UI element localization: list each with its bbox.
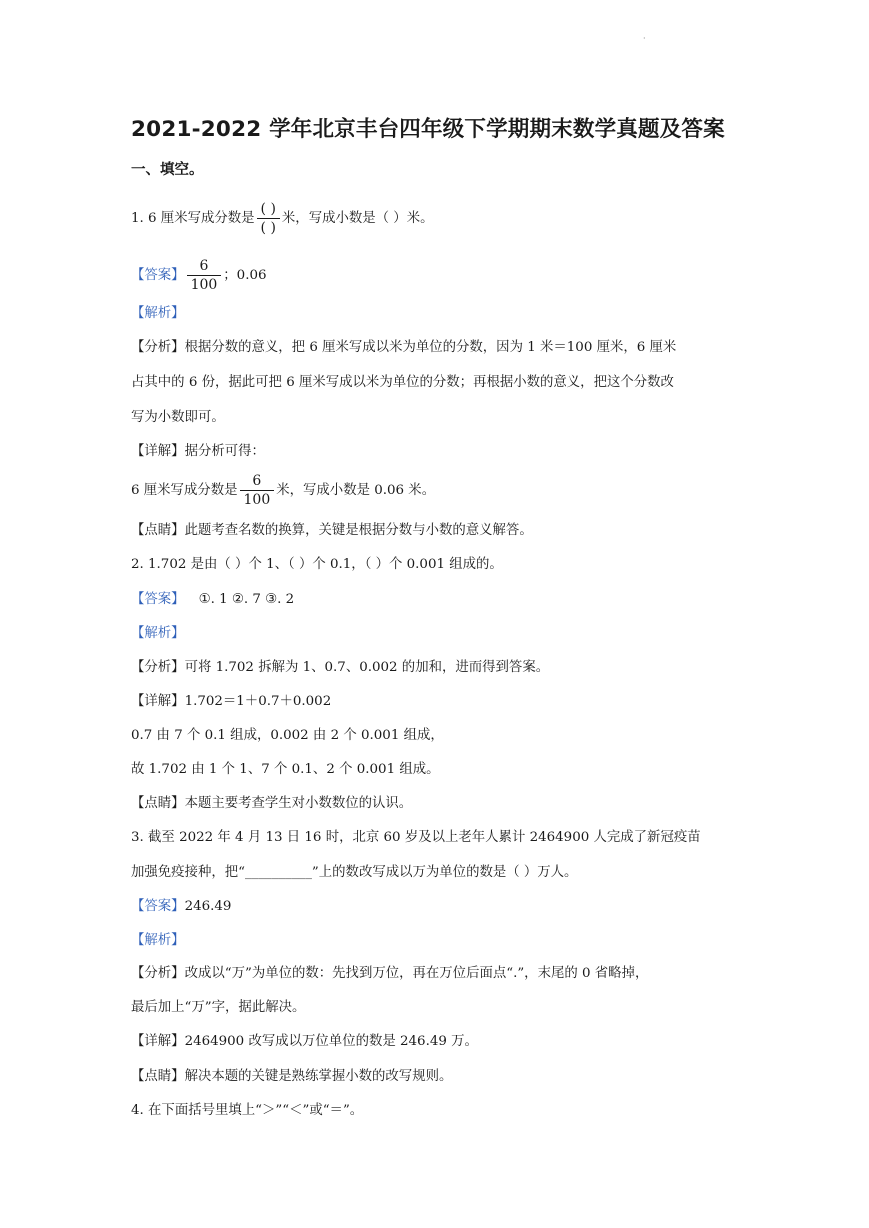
q1-analysis-text-1: 根据分数的意义，把 6 厘米写成以米为单位的分数，因为 1 米＝100 厘米，6 厘米 <box>184 340 677 355</box>
dianjing-tag: 【点睛】 <box>131 1069 185 1084</box>
question-3-line-1: 3. 截至 2022 年 4 月 13 日 16 时，北京 60 岁及以上老年人累计 2464900 人完成了新冠疫苗 <box>131 830 701 845</box>
q2-detail <box>131 692 331 712</box>
q1-frac-numerator: ( ) <box>257 200 280 219</box>
question-4: 4. 在下面括号里填上“＞”“＜”或“＝”。 <box>131 1103 364 1118</box>
q1-analysis-line-2: 占其中的 6 份，据此可把 6 厘米写成以米为单位的分数；再根据小数的意义，把这个分数改 <box>131 375 674 390</box>
page-title: 2021-2022 学年北京丰台四年级下学期期末数学真题及答案 <box>131 117 725 142</box>
q2-detail-text: 1.702＝1＋0.7＋0.002 <box>184 694 332 709</box>
a3-text: 246.49 <box>184 899 232 914</box>
fenxi-tag: 【分析】 <box>131 340 185 355</box>
q1-post: 米，写成小数是（ ）米。 <box>281 211 434 226</box>
xiangjie-tag: 【详解】 <box>131 444 185 459</box>
q1-analysis-line-3: 写为小数即可。 <box>131 410 225 425</box>
dianjing-tag: 【点睛】 <box>131 796 185 811</box>
jiexi-tag-3: 【解析】 <box>131 933 185 948</box>
answer-2 <box>131 590 294 610</box>
q3-point <box>131 1067 452 1087</box>
q2-point-text: 本题主要考查学生对小数数位的认识。 <box>184 796 413 811</box>
section-heading: 一、填空。 <box>131 162 204 178</box>
xiangjie-tag: 【详解】 <box>131 1034 185 1049</box>
q1-fraction-blank <box>257 200 280 237</box>
question-1 <box>131 200 433 237</box>
q1-detail <box>131 442 265 462</box>
fenxi-tag: 【分析】 <box>131 660 185 675</box>
answer-1 <box>131 257 267 294</box>
jiexi-tag-2: 【解析】 <box>131 626 185 641</box>
q1-detail2-numerator: 6 <box>240 472 275 491</box>
q1-detail-text: 据分析可得： <box>184 444 265 459</box>
q2-point <box>131 794 412 814</box>
answer-tag: 【答案】 <box>131 592 185 607</box>
q1-frac-denominator: ( ) <box>260 220 276 236</box>
q1-pre: 1. 6 厘米写成分数是 <box>131 211 255 226</box>
q1-detail-2 <box>131 472 435 509</box>
q3-analysis-line-2: 最后加上“万”字，据此解决。 <box>131 1000 306 1015</box>
jiexi-tag-1: 【解析】 <box>131 306 185 321</box>
a2-text: ①. 1 ②. 7 ③. 2 <box>198 592 295 607</box>
answer-tag: 【答案】 <box>131 268 185 283</box>
q1-analysis-line-1 <box>131 338 676 358</box>
a1-fraction <box>187 257 222 294</box>
q3-analysis-text-1: 改成以“万”为单位的数：先找到万位，再在万位后面点“.”，末尾的 0 省略掉， <box>184 966 649 981</box>
a1-post: ；0.06 <box>223 268 267 283</box>
question-2: 2. 1.702 是由（ ）个 1、（ ）个 0.1，（ ）个 0.001 组成的。 <box>131 557 503 572</box>
fenxi-tag: 【分析】 <box>131 966 185 981</box>
q1-detail2-pre: 6 厘米写成分数是 <box>131 483 238 498</box>
q1-detail2-fraction <box>240 472 275 509</box>
q2-detail-line-2: 0.7 由 7 个 0.1 组成，0.002 由 2 个 0.001 组成， <box>131 728 444 743</box>
q1-detail2-denominator: 100 <box>243 492 271 508</box>
question-3-line-2: 加强免疫接种，把“__________”上的数改写成以万为单位的数是（ ）万人。 <box>131 865 578 880</box>
answer-3 <box>131 897 231 917</box>
answer-tag: 【答案】 <box>131 899 185 914</box>
q3-analysis-line-1 <box>131 964 648 984</box>
q2-detail-line-3: 故 1.702 由 1 个 1、7 个 0.1、2 个 0.001 组成。 <box>131 762 440 777</box>
q1-point <box>131 521 533 541</box>
q3-point-text: 解决本题的关键是熟练掌握小数的改写规则。 <box>184 1069 453 1084</box>
q1-point-text: 此题考查名数的换算，关键是根据分数与小数的意义解答。 <box>184 523 533 538</box>
q1-detail2-post: 米，写成小数是 0.06 米。 <box>276 483 436 498</box>
dianjing-tag: 【点睛】 <box>131 523 185 538</box>
xiangjie-tag: 【详解】 <box>131 694 185 709</box>
q3-detail-text: 2464900 改写成以万位单位的数是 246.49 万。 <box>184 1034 478 1049</box>
a1-frac-denominator: 100 <box>190 277 218 293</box>
page-dot: · <box>643 34 646 43</box>
q2-analysis-text: 可将 1.702 拆解为 1、0.7、0.002 的加和，进而得到答案。 <box>184 660 550 675</box>
a1-frac-numerator: 6 <box>187 257 222 276</box>
q3-detail <box>131 1032 478 1052</box>
q2-analysis <box>131 658 549 678</box>
